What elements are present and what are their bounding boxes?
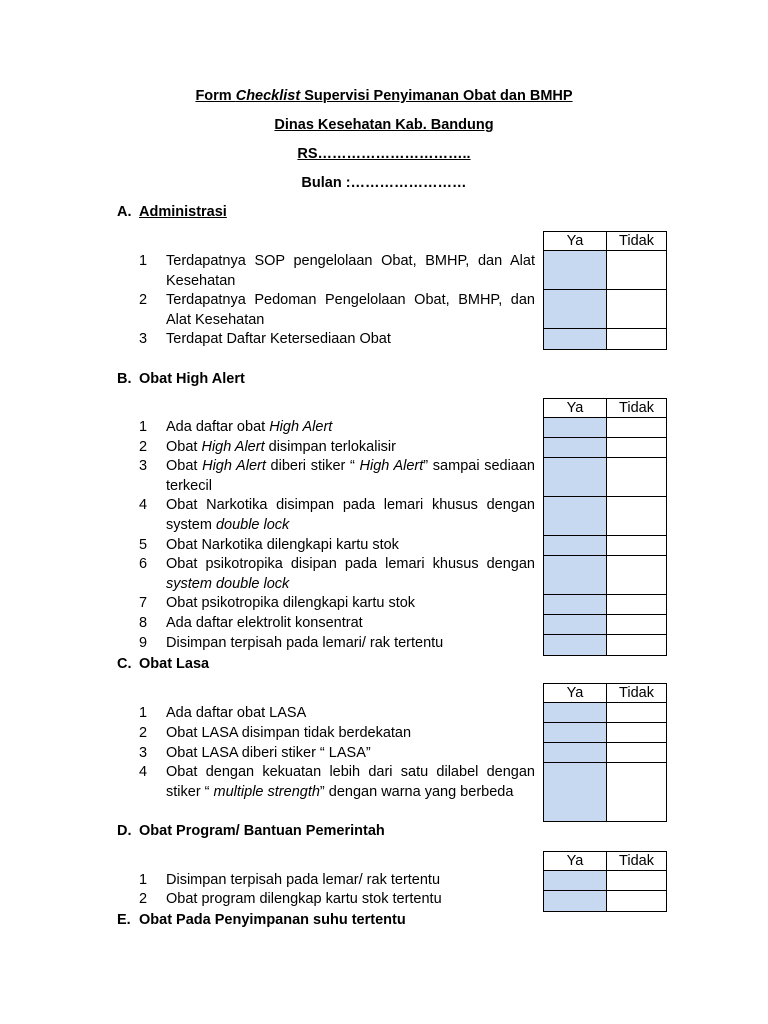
checkbox-tidak[interactable] — [607, 418, 666, 437]
item-number: 1 — [139, 705, 148, 721]
list-item — [139, 704, 535, 724]
item-text: Disimpan terpisah pada lemar/ rak tertentu — [166, 872, 441, 888]
checkbox-ya[interactable] — [544, 290, 607, 328]
rs-line — [0, 145, 768, 163]
item-number: 1 — [139, 872, 148, 888]
list-item — [139, 252, 535, 291]
item-number: 2 — [139, 292, 148, 308]
item-text: Obat dengan kekuatan lebih dari satu dilabel dengan stiker “ multiple strength” dengan warna yang berbeda — [166, 764, 535, 800]
item-number: 1 — [139, 419, 148, 435]
item-text: Obat psikotropika disipan pada lemari khusus dengan system double lock — [166, 556, 535, 592]
checkbox-tidak[interactable] — [607, 536, 666, 555]
tidak-header: Tidak — [619, 233, 654, 249]
item-text: Ada daftar obat LASA — [166, 705, 307, 721]
item-text: Terdapatnya Pedoman Pengelolaan Obat, BMHP, dan Alat Kesehatan — [166, 292, 535, 328]
checkbox-ya[interactable] — [544, 329, 607, 349]
item-text: Obat program dilengkap kartu stok tertentu — [166, 891, 442, 907]
list-item — [139, 614, 535, 634]
list-item — [139, 438, 535, 458]
item-number: 5 — [139, 537, 148, 553]
section-a-checkbox-table — [543, 231, 667, 350]
ya-header: Ya — [544, 232, 607, 250]
section-e-title: Obat Pada Penyimpanan suhu tertentu — [139, 912, 406, 928]
item-text: Obat High Alert diberi stiker “ High Alert” sampai sediaan terkecil — [166, 458, 535, 494]
list-item — [139, 496, 535, 535]
checkbox-tidak[interactable] — [607, 556, 666, 594]
item-number: 3 — [139, 458, 148, 474]
form-title-suffix: Supervisi Penyimanan Obat dan BMHP — [300, 88, 573, 104]
item-text: Obat LASA disimpan tidak berdekatan — [166, 725, 412, 741]
ya-header: Ya — [544, 684, 607, 702]
section-a-title: Administrasi — [139, 204, 227, 220]
list-item — [139, 634, 535, 654]
section-e-letter: E. — [117, 912, 131, 928]
ya-header: Ya — [544, 852, 607, 870]
section-c-checkbox-table — [543, 683, 667, 822]
bulan-text: Bulan :…………………… — [301, 175, 467, 191]
section-d-checkbox-table — [543, 851, 667, 912]
checkbox-tidak[interactable] — [607, 251, 666, 289]
checkbox-ya[interactable] — [544, 703, 607, 722]
section-a-letter: A. — [117, 204, 132, 220]
section-b-title: Obat High Alert — [139, 371, 245, 387]
section-c-title: Obat Lasa — [139, 656, 210, 672]
item-number: 2 — [139, 439, 148, 455]
section-b-checkbox-table — [543, 398, 667, 656]
item-number: 7 — [139, 595, 148, 611]
checkbox-ya[interactable] — [544, 723, 607, 742]
list-item — [139, 871, 535, 891]
item-text: Ada daftar elektrolit konsentrat — [166, 615, 363, 631]
checkbox-tidak[interactable] — [607, 290, 666, 328]
checkbox-ya[interactable] — [544, 595, 607, 614]
rs-text: RS………………………….. — [297, 146, 471, 162]
item-number: 8 — [139, 615, 148, 631]
item-text: Ada daftar obat High Alert — [166, 419, 333, 435]
item-text: Terdapatnya SOP pengelolaan Obat, BMHP, dan Alat Kesehatan — [166, 253, 535, 289]
form-title-italic: Checklist — [235, 88, 301, 104]
agency-title — [0, 116, 768, 134]
list-item — [139, 536, 535, 556]
checkbox-ya[interactable] — [544, 891, 607, 911]
checkbox-ya[interactable] — [544, 743, 607, 762]
list-item — [139, 724, 535, 744]
list-item — [139, 418, 535, 438]
bulan-line — [0, 174, 768, 192]
list-item — [139, 890, 535, 910]
section-d-heading — [117, 822, 385, 840]
checkbox-tidak[interactable] — [607, 763, 666, 821]
checkbox-tidak[interactable] — [607, 595, 666, 614]
section-a-heading — [117, 203, 227, 221]
checkbox-tidak[interactable] — [607, 497, 666, 535]
section-e-heading — [117, 911, 406, 929]
list-item — [139, 744, 535, 764]
checkbox-tidak[interactable] — [607, 329, 666, 349]
checkbox-ya[interactable] — [544, 871, 607, 890]
list-item — [139, 291, 535, 330]
checkbox-tidak[interactable] — [607, 891, 666, 911]
list-item — [139, 594, 535, 614]
checkbox-ya[interactable] — [544, 615, 607, 634]
checkbox-tidak[interactable] — [607, 615, 666, 634]
tidak-header: Tidak — [619, 685, 654, 701]
section-d-letter: D. — [117, 823, 132, 839]
checkbox-ya[interactable] — [544, 635, 607, 655]
item-text: Obat Narkotika disimpan pada lemari khusus dengan system double lock — [166, 497, 535, 533]
item-number: 2 — [139, 725, 148, 741]
item-number: 2 — [139, 891, 148, 907]
item-number: 9 — [139, 635, 148, 651]
checkbox-tidak[interactable] — [607, 743, 666, 762]
item-text: Obat High Alert disimpan terlokalisir — [166, 439, 396, 455]
checkbox-tidak[interactable] — [607, 871, 666, 890]
list-item — [139, 555, 535, 594]
item-text: Terdapat Daftar Ketersediaan Obat — [166, 331, 391, 347]
checkbox-tidak[interactable] — [607, 635, 666, 655]
section-b-heading — [117, 370, 245, 388]
item-text: Disimpan terpisah pada lemari/ rak tertentu — [166, 635, 444, 651]
form-title — [0, 87, 768, 105]
checkbox-ya[interactable] — [544, 763, 607, 821]
agency-text: Dinas Kesehatan Kab. Bandung — [274, 117, 494, 133]
checkbox-tidak[interactable] — [607, 703, 666, 722]
checkbox-tidak[interactable] — [607, 458, 666, 496]
checkbox-ya[interactable] — [544, 438, 607, 457]
section-b-letter: B. — [117, 371, 132, 387]
checkbox-ya[interactable] — [544, 497, 607, 535]
item-text: Obat LASA diberi stiker “ LASA” — [166, 745, 371, 761]
section-c-heading — [117, 655, 209, 673]
checkbox-ya[interactable] — [544, 458, 607, 496]
list-item — [139, 763, 535, 802]
item-number: 6 — [139, 556, 148, 572]
checkbox-tidak[interactable] — [607, 438, 666, 457]
list-item — [139, 457, 535, 496]
checkbox-ya[interactable] — [544, 556, 607, 594]
checkbox-ya[interactable] — [544, 536, 607, 555]
checkbox-ya[interactable] — [544, 418, 607, 437]
section-c-letter: C. — [117, 656, 132, 672]
list-item — [139, 330, 535, 350]
item-number: 3 — [139, 331, 148, 347]
tidak-header: Tidak — [619, 400, 654, 416]
item-number: 3 — [139, 745, 148, 761]
form-title-prefix: Form — [195, 88, 236, 104]
section-d-title: Obat Program/ Bantuan Pemerintah — [139, 823, 385, 839]
item-number: 4 — [139, 497, 148, 513]
checkbox-tidak[interactable] — [607, 723, 666, 742]
item-text: Obat Narkotika dilengkapi kartu stok — [166, 537, 399, 553]
item-number: 1 — [139, 253, 148, 269]
item-number: 4 — [139, 764, 148, 780]
item-text: Obat psikotropika dilengkapi kartu stok — [166, 595, 416, 611]
checkbox-ya[interactable] — [544, 251, 607, 289]
ya-header: Ya — [544, 399, 607, 417]
tidak-header: Tidak — [619, 853, 654, 869]
